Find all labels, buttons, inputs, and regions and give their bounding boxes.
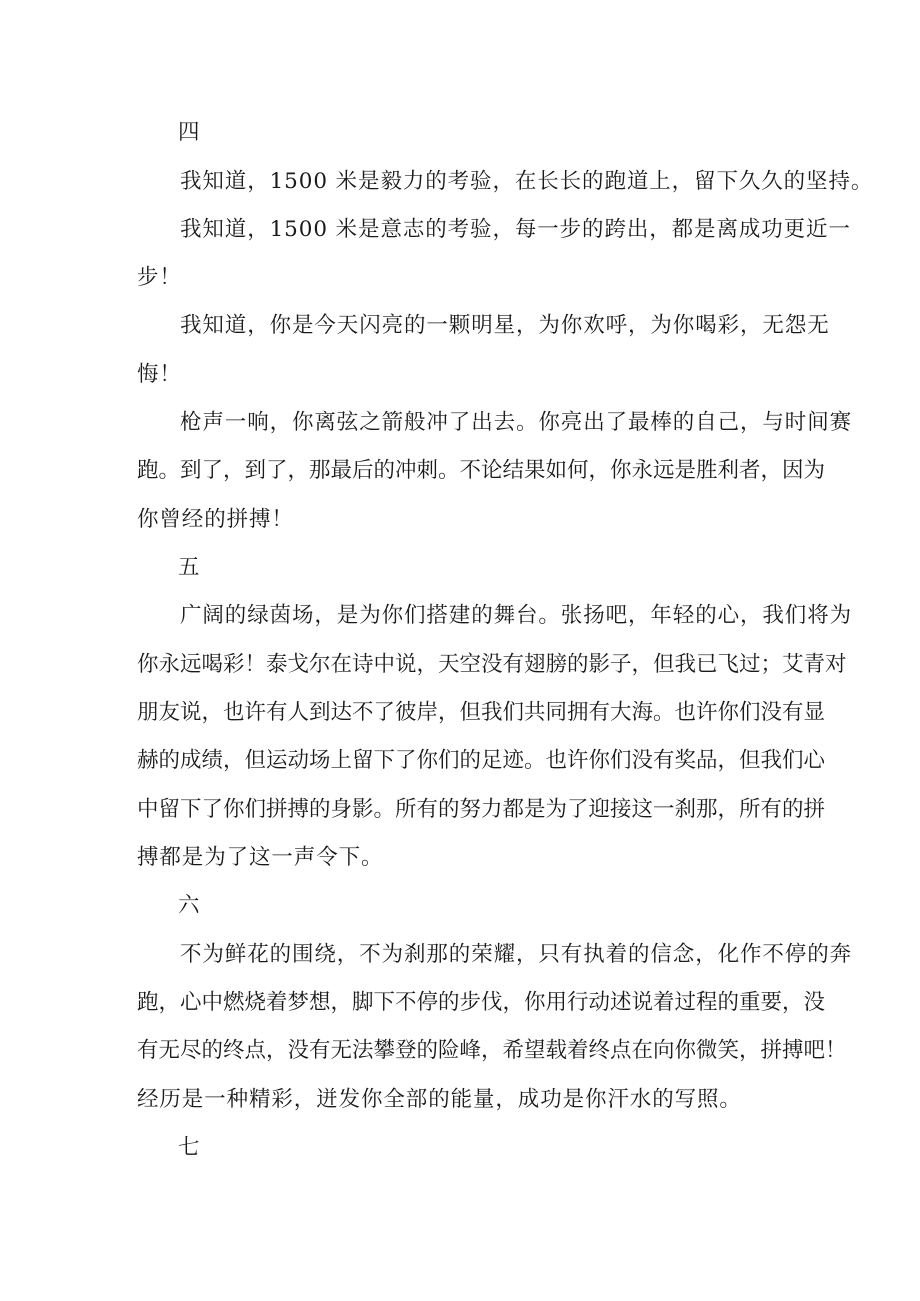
- paragraph-line: 跑，心中燃烧着梦想，脚下不停的步伐，你用行动述说着过程的重要，没: [137, 990, 826, 1015]
- paragraph-line: 我知道，1500 米是意志的考验，每一步的跨出，都是离成功更近一: [180, 217, 851, 242]
- section-heading: 五: [178, 555, 201, 580]
- section-heading: 六: [178, 893, 201, 918]
- paragraph-line: 枪声一响，你离弦之箭般冲了出去。你亮出了最棒的自己，与时间赛: [180, 410, 853, 435]
- paragraph-line: 搏都是为了这一声令下。: [137, 845, 384, 870]
- paragraph-line: 不为鲜花的围绕，不为刹那的荣耀，只有执着的信念，化作不停的奔: [180, 942, 853, 967]
- paragraph-line: 赫的成绩，但运动场上留下了你们的足迹。也许你们没有奖品，但我们心: [137, 748, 826, 773]
- paragraph-line: 广阔的绿茵场，是为你们搭建的舞台。张扬吧，年轻的心，我们将为: [180, 603, 853, 628]
- paragraph-line: 有无尽的终点，没有无法攀登的险峰，希望载着终点在向你微笑，拼搏吧！: [137, 1038, 847, 1063]
- paragraph-line: 步！: [137, 265, 182, 290]
- paragraph-line: 我知道，1500 米是毅力的考验，在长长的跑道上，留下久久的坚持。: [180, 169, 874, 194]
- paragraph-line: 中留下了你们拼搏的身影。所有的努力都是为了迎接这一刹那，所有的拼: [137, 797, 826, 822]
- paragraph-line: 经历是一种精彩，迸发你全部的能量，成功是你汗水的写照。: [137, 1087, 742, 1112]
- paragraph-line: 你永远喝彩！泰戈尔在诗中说，天空没有翅膀的影子，但我已飞过；艾青对: [137, 652, 847, 677]
- paragraph-line: 我知道，你是今天闪亮的一颗明星，为你欢呼，为你喝彩，无怨无: [180, 313, 830, 338]
- paragraph-line: 悔！: [137, 362, 182, 387]
- paragraph-line: 朋友说，也许有人到达不了彼岸，但我们共同拥有大海。也许你们没有显: [137, 700, 826, 725]
- paragraph-line: 你曾经的拼搏！: [137, 507, 294, 532]
- paragraph-line: 跑。到了，到了，那最后的冲刺。不论结果如何，你永远是胜利者，因为: [137, 458, 826, 483]
- section-heading: 七: [178, 1135, 201, 1160]
- section-heading: 四: [178, 120, 201, 145]
